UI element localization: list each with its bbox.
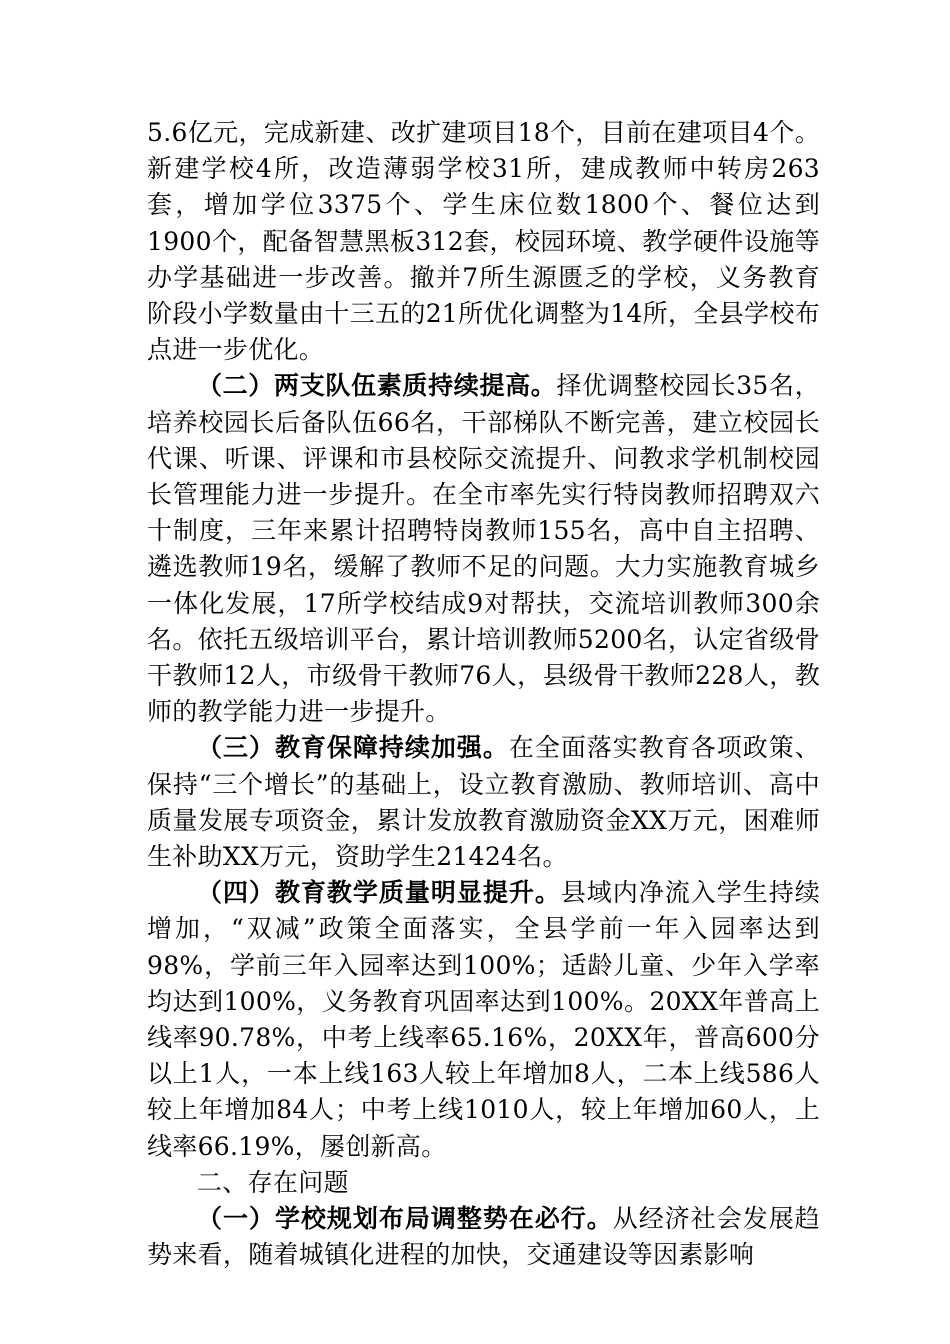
paragraph-lead-heading: （三）教育保障持续加强。 xyxy=(197,733,509,763)
paragraph-text: 在全面落实教育各项政策、保持“三个增长”的基础上，设立教育激励、教师培训、高中质量发展专项资金，累计发放教育激励资金XX万元，困难师生补助XX万元，资助学生21424名。 xyxy=(147,733,820,872)
paragraph-text: 从经济社会发展趋势来看，随着城镇化进程的加快，交通建设等因素影响 xyxy=(147,1204,820,1270)
paragraph-teaching-quality xyxy=(147,875,820,1165)
paragraph-lead-heading: （四）教育教学质量明显提升。 xyxy=(197,878,561,908)
paragraph-text: 5.6亿元，完成新建、改扩建项目18个，目前在建项目4个。新建学校4所，改造薄弱学校31所，建成教师中转房263套，增加学位3375个、学生床位数1800个、餐位达到1900个，配备智慧黑板312套，校园环境、教学硬件设施等办学基础进一步改善。撤并7所生源匮乏的学校，义务教育阶段小学数量由十三五的21所优化调整为14所，全县学校布点进一步优化。 xyxy=(147,118,820,365)
paragraph-teacher-team xyxy=(147,368,820,730)
paragraph-school-construction xyxy=(147,115,820,368)
paragraph-text: 择优调整校园长35名，培养校园长后备队伍66名，干部梯队不断完善，建立校园长代课、听课、评课和市县校际交流提升、问教求学机制校园长管理能力进一步提升。在全市率先实行特岗教师招聘双六十制度，三年来累计招聘特岗教师155名，高中自主招聘、遴选教师19名，缓解了教师不足的问题。大力实施教育城乡一体化发展，17所学校结成9对帮扶，交流培训教师300余名。依托五级培训平台，累计培训教师5200名，认定省级骨干教师12人，市级骨干教师76人，县级骨干教师228人，教师的教学能力进一步提升。 xyxy=(147,371,820,727)
paragraph-school-layout xyxy=(147,1201,820,1273)
document-body xyxy=(147,115,820,1274)
paragraph-text: 县域内净流入学生持续增加，“双减”政策全面落实，全县学前一年入园率达到98%，学前三年入园率达到100%；适龄儿童、少年入学率均达到100%，义务教育巩固率达到100%。20XX年普高上线率90.78%，中考上线率65.16%，20XX年，普高600分以上1人，一本上线163人较上年增加8人，二本上线586人较上年增加84人；中考上线1010人，较上年增加60人，上线率66.19%，屡创新高。 xyxy=(147,878,820,1161)
paragraph-lead-heading: （一）学校规划布局调整势在必行。 xyxy=(197,1204,613,1234)
paragraph-education-guarantee xyxy=(147,730,820,875)
section-heading: 二、存在问题 xyxy=(197,1167,349,1197)
paragraph-lead-heading: （二）两支队伍素质持续提高。 xyxy=(197,371,557,401)
